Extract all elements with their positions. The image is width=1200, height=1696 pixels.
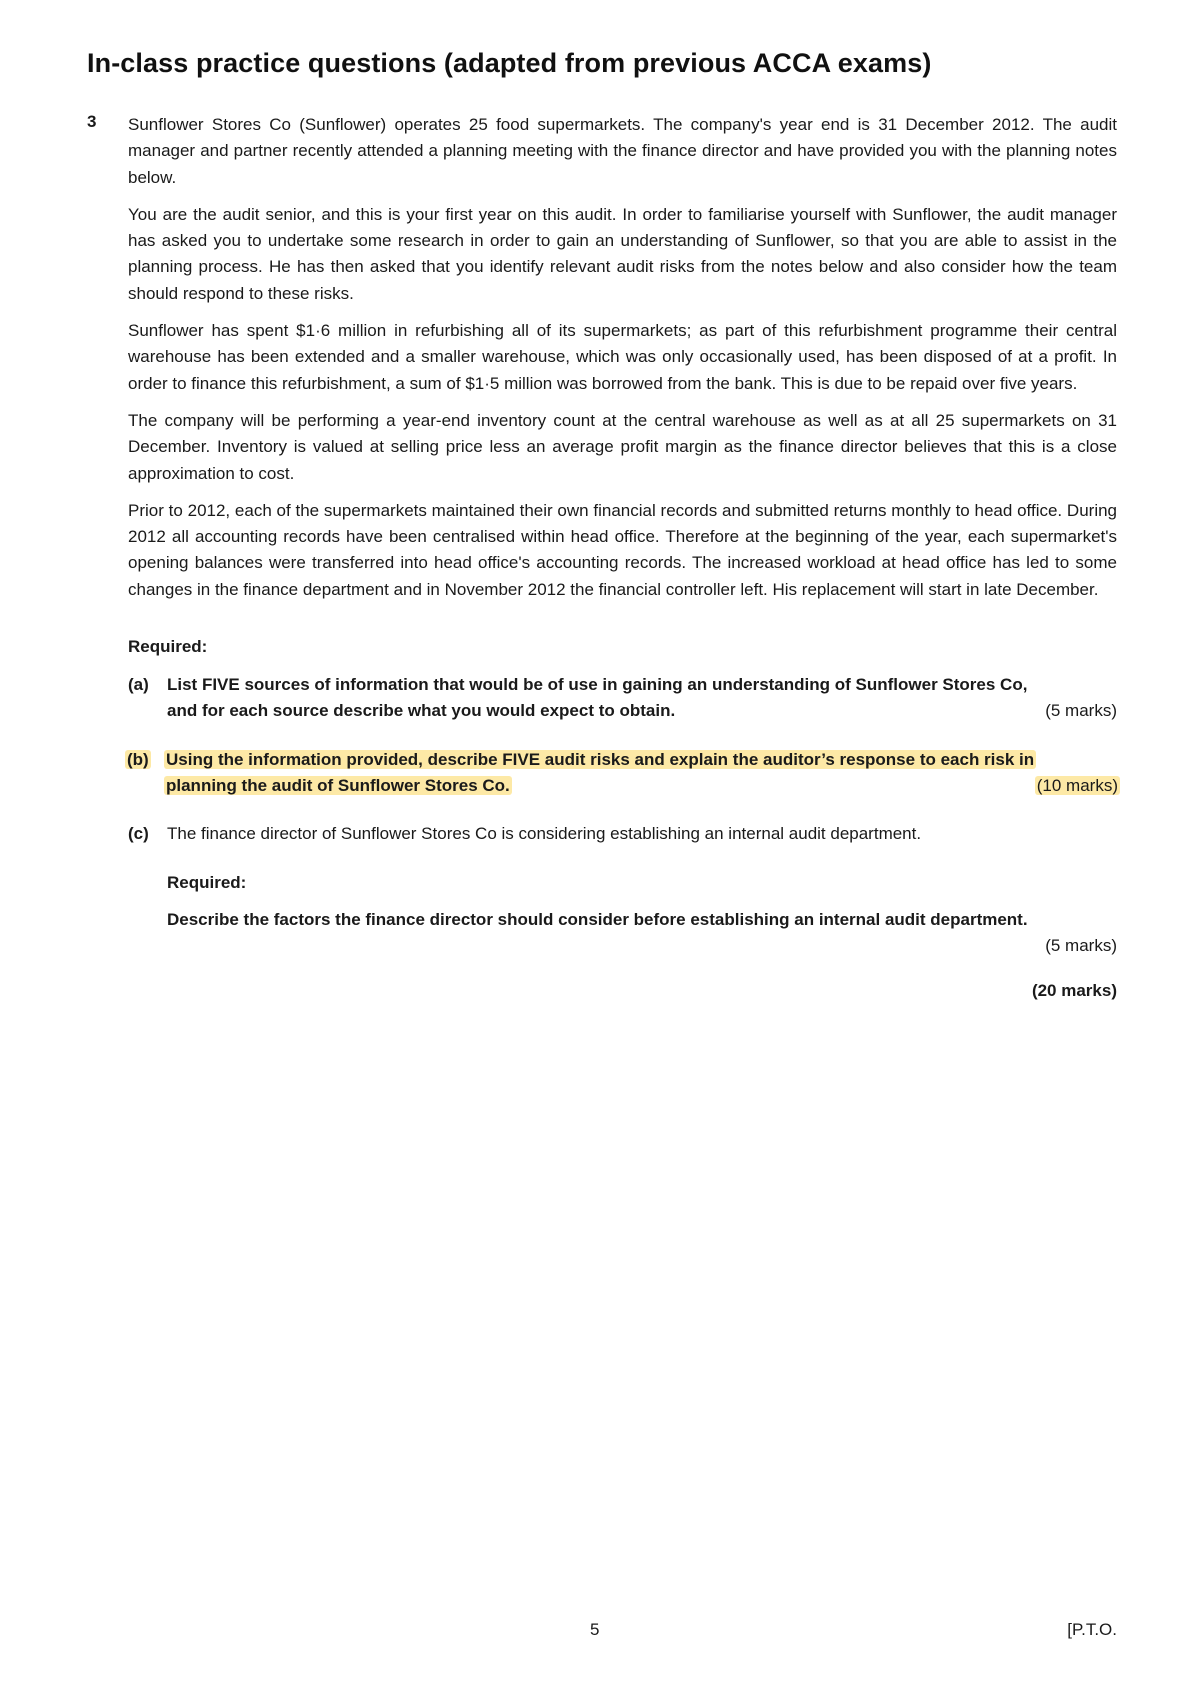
part-b-line-1-row — [164, 747, 1120, 773]
part-a-line-1: List FIVE sources of information that would be of use in gaining an understanding of Sunflower Stores Co, — [167, 675, 1028, 695]
part-c-required-heading: Required: — [167, 872, 247, 892]
part-c — [128, 821, 1117, 959]
please-turn-over: [P.T.O. — [1067, 1620, 1117, 1639]
part-c-text: The finance director of Sunflower Stores Co is considering establishing an internal audit department. — [167, 824, 922, 844]
page-number: 5 — [590, 1620, 600, 1639]
part-c-marks: (5 marks) — [1045, 936, 1117, 956]
part-a-line-2: and for each source describe what you would expect to obtain. — [167, 701, 676, 721]
part-c-letter: (c) — [128, 824, 149, 844]
part-b-letter-highlight: (b) — [127, 749, 149, 769]
total-marks: (20 marks) — [1031, 981, 1117, 1001]
part-b-letter — [125, 747, 151, 773]
part-b — [128, 747, 1117, 800]
scenario-paragraph-4: The company will be performing a year-end inventory count at the central warehouse as well as at all 25 supermarkets on 31 December. Inventory is valued at selling price less an average profit margin as the finance director believes that this is a close approximation to cost. — [128, 410, 1117, 483]
scenario-paragraph-2: You are the audit senior, and this is your first year on this audit. In order to familiarise yourself with Sunflower, the audit manager has asked you to undertake some research in order to gain an understanding of Sunflower, so that you are able to assist in the planning process. He has then asked that you identify relevant audit risks from the notes below and also consider how the team should respond to these risks. — [128, 204, 1117, 303]
part-a-line-2-row — [167, 698, 1117, 724]
part-b-line-2-wrap — [164, 773, 512, 799]
scenario-paragraph-5: Prior to 2012, each of the supermarkets maintained their own financial records and submitted returns monthly to head office. During 2012 all accounting records have been centralised within head office. Therefore at the beginning of the year, each supermarket's opening balances were transferred into head office's accounting records. The increased workload at head office has led to some changes in the finance department and in November 2012 the financial controller left. His replacement will start in late December. — [128, 500, 1117, 599]
scenario-paragraph-3: Sunflower has spent $1·6 million in refurbishing all of its supermarkets; as part of this refurbishment programme their central warehouse has been extended and a smaller warehouse, which was only occasionally used, has been disposed of at a profit. In order to finance this refurbishment, a sum of $1·5 million was borrowed from the bank. This is due to be repaid over five years. — [128, 321, 1117, 393]
part-c-instruction: Describe the factors the finance director should consider before establishing an internal audit department. — [167, 909, 1028, 929]
part-b-marks: (10 marks) — [1036, 775, 1118, 795]
question-body — [128, 112, 1117, 1001]
page-title: In-class practice questions (adapted from previous ACCA exams) — [87, 48, 932, 78]
part-b-line-1: Using the information provided, describe FIVE audit risks and explain the auditor’s response to each risk in — [166, 749, 1035, 769]
part-a-marks: (5 marks) — [1045, 701, 1117, 721]
scenario-paragraph-1: Sunflower Stores Co (Sunflower) operates 25 food supermarkets. The company's year end is 31 December 2012. The audit manager and partner recently attended a planning meeting with the finance director and have provided you with the planning notes below. — [128, 115, 1117, 187]
part-a-letter: (a) — [128, 675, 149, 695]
part-a — [128, 672, 1117, 725]
required-heading: Required: — [128, 637, 208, 657]
part-b-marks-wrap — [1035, 773, 1120, 799]
part-b-line-2: planning the audit of Sunflower Stores Co. — [166, 775, 510, 795]
question-number: 3 — [87, 112, 97, 131]
part-b-line-2-row — [164, 773, 1120, 799]
